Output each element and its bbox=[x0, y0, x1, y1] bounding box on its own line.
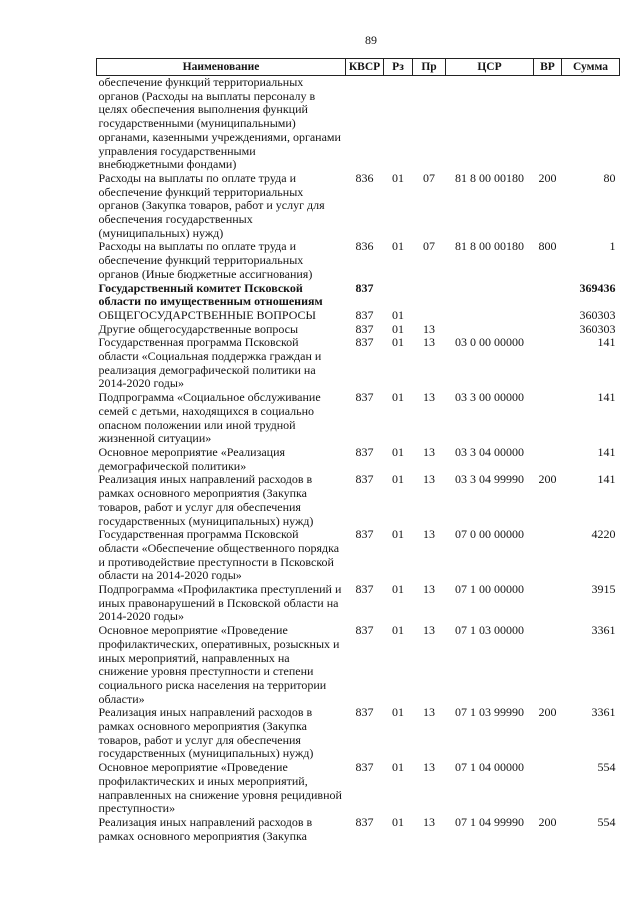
cell-kvsr: 837 bbox=[355, 321, 374, 336]
table-row bbox=[97, 282, 620, 309]
name-line: (муниципальных) нужд) bbox=[98, 225, 224, 240]
table-row bbox=[97, 473, 620, 528]
name-line: и противодействие преступности в Псковской bbox=[98, 554, 334, 569]
name-line: Расходы на выплаты по оплате труда и bbox=[98, 171, 296, 185]
cell-sum: 360303 bbox=[579, 307, 616, 322]
cell-pr: 13 bbox=[423, 705, 435, 720]
name-line: области» bbox=[98, 691, 145, 706]
header-vr: ВР bbox=[534, 59, 562, 76]
name-line: жизненной ситуации» bbox=[98, 431, 212, 446]
cell-pr bbox=[413, 309, 446, 323]
name-line: государственными (муниципальными) bbox=[98, 116, 296, 131]
cell-csr: 81 8 00 00180 bbox=[455, 170, 524, 185]
cell-name bbox=[97, 446, 346, 473]
cell-rz: 01 bbox=[392, 170, 404, 185]
cell-name bbox=[97, 816, 346, 843]
cell-csr: 07 1 00 00000 bbox=[455, 582, 524, 597]
table-row bbox=[97, 706, 620, 761]
cell-kvsr: 836 bbox=[355, 170, 374, 185]
cell-sum: 80 bbox=[603, 170, 616, 185]
cell-kvsr bbox=[346, 76, 384, 172]
name-line: рамках основного мероприятия (Закупка bbox=[98, 719, 308, 734]
name-line: товаров, работ и услуг для обеспечения bbox=[98, 499, 301, 514]
cell-sum: 141 bbox=[597, 390, 616, 405]
budget-table bbox=[96, 58, 620, 843]
cell-pr: 13 bbox=[423, 527, 435, 542]
cell-rz: 01 bbox=[392, 705, 404, 720]
cell-kvsr: 837 bbox=[355, 307, 374, 322]
cell-sum: 3361 bbox=[591, 623, 616, 638]
cell-vr: 200 bbox=[538, 705, 557, 720]
cell-pr: 13 bbox=[423, 623, 435, 638]
cell-sum: 360303 bbox=[579, 321, 616, 336]
cell-rz bbox=[384, 76, 413, 172]
name-line: обеспечение функций территориальных bbox=[98, 184, 304, 199]
cell-sum: 141 bbox=[597, 472, 616, 487]
cell-csr: 07 0 00 00000 bbox=[455, 527, 524, 542]
table-row bbox=[97, 240, 620, 281]
table-row bbox=[97, 583, 620, 624]
table-row bbox=[97, 76, 620, 172]
cell-vr bbox=[534, 761, 562, 816]
table-row bbox=[97, 528, 620, 583]
page-number: 89 bbox=[365, 33, 377, 47]
cell-name bbox=[97, 76, 346, 172]
cell-rz: 01 bbox=[392, 321, 404, 336]
cell-vr bbox=[534, 323, 562, 337]
cell-sum bbox=[562, 76, 620, 172]
name-line: Реализация иных направлений расходов в bbox=[98, 473, 313, 487]
name-line: обеспечения государственных bbox=[98, 212, 253, 227]
cell-vr bbox=[534, 391, 562, 446]
name-line: опасном положении или иной трудной bbox=[98, 417, 296, 432]
header-kvsr: КВСР bbox=[346, 59, 384, 76]
cell-csr bbox=[446, 309, 534, 323]
table-row bbox=[97, 816, 620, 843]
name-line: социального риска населения на территории bbox=[98, 677, 327, 692]
cell-csr: 07 1 04 99990 bbox=[455, 814, 524, 829]
name-line: снижение уровня преступности и степени bbox=[98, 664, 314, 679]
cell-name bbox=[97, 309, 346, 323]
table-row bbox=[97, 761, 620, 816]
name-line: Государственный комитет Псковской bbox=[98, 281, 303, 295]
cell-csr: 07 1 03 99990 bbox=[455, 705, 524, 720]
cell-csr: 07 1 04 00000 bbox=[455, 760, 524, 775]
cell-vr bbox=[534, 309, 562, 323]
name-line: обеспечение функций территориальных bbox=[98, 253, 304, 268]
cell-sum: 3361 bbox=[591, 705, 616, 720]
name-line: 2014-2020 годы» bbox=[98, 376, 184, 391]
cell-rz bbox=[384, 282, 413, 309]
name-line: ОБЩЕГОСУДАРСТВЕННЫЕ ВОПРОСЫ bbox=[98, 308, 316, 322]
name-line: Другие общегосударственные вопросы bbox=[98, 322, 299, 336]
cell-vr bbox=[534, 528, 562, 583]
table-row bbox=[97, 172, 620, 241]
cell-csr: 07 1 03 00000 bbox=[455, 623, 524, 638]
name-line: органов (Иные бюджетные ассигнования) bbox=[98, 266, 313, 281]
cell-name bbox=[97, 761, 346, 816]
name-line: области «Обеспечение общественного порядка bbox=[98, 540, 340, 555]
name-line: области на 2014-2020 годы» bbox=[98, 568, 242, 583]
name-line: Расходы на выплаты по оплате труда и bbox=[98, 240, 296, 254]
cell-kvsr: 837 bbox=[355, 335, 374, 350]
name-line: товаров, работ и услуг для обеспечения bbox=[98, 732, 301, 747]
name-line: государственных (муниципальных) нужд) bbox=[98, 746, 314, 761]
cell-name bbox=[97, 624, 346, 706]
cell-sum: 369436 bbox=[579, 280, 616, 295]
cell-name bbox=[97, 473, 346, 528]
table-row bbox=[97, 624, 620, 706]
cell-name bbox=[97, 583, 346, 624]
cell-kvsr: 837 bbox=[355, 280, 374, 295]
cell-rz: 01 bbox=[392, 444, 404, 459]
cell-csr bbox=[446, 76, 534, 172]
cell-vr bbox=[534, 336, 562, 391]
cell-vr bbox=[534, 583, 562, 624]
cell-name bbox=[97, 706, 346, 761]
name-line: Основное мероприятие «Проведение bbox=[98, 761, 288, 775]
name-line: реализация демографической политики на bbox=[98, 362, 316, 377]
cell-pr: 07 bbox=[423, 170, 435, 185]
name-line: целях обеспечения выполнения функций bbox=[98, 102, 308, 117]
cell-vr: 200 bbox=[538, 472, 557, 487]
cell-kvsr: 837 bbox=[355, 527, 374, 542]
cell-kvsr: 837 bbox=[355, 582, 374, 597]
name-line: направленных на снижение уровня рецидивной bbox=[98, 787, 342, 802]
name-line: семей с детьми, находящихся в социально bbox=[98, 403, 315, 418]
cell-kvsr: 837 bbox=[355, 814, 374, 829]
cell-pr: 13 bbox=[423, 582, 435, 597]
cell-rz: 01 bbox=[392, 527, 404, 542]
cell-vr bbox=[534, 282, 562, 309]
name-line: управления государственными bbox=[98, 143, 256, 158]
cell-csr: 81 8 00 00180 bbox=[455, 239, 524, 254]
cell-pr: 13 bbox=[423, 472, 435, 487]
cell-pr bbox=[413, 76, 446, 172]
cell-name bbox=[97, 391, 346, 446]
name-line: обеспечение функций территориальных bbox=[98, 75, 304, 89]
name-line: органами, казенными учреждениями, органами bbox=[98, 129, 341, 144]
name-line: Реализация иных направлений расходов в bbox=[98, 706, 313, 720]
name-line: демографической политики» bbox=[98, 458, 247, 473]
header-name: Наименование bbox=[97, 59, 346, 76]
cell-csr: 03 0 00 00000 bbox=[455, 335, 524, 350]
table-row bbox=[97, 309, 620, 323]
name-line: органов (Расходы на выплаты персоналу в bbox=[98, 88, 316, 103]
table-row bbox=[97, 323, 620, 337]
cell-name bbox=[97, 282, 346, 309]
cell-sum: 554 bbox=[597, 760, 616, 775]
cell-vr: 200 bbox=[538, 170, 557, 185]
name-line: рамках основного мероприятия (Закупка bbox=[98, 486, 308, 501]
name-line: органов (Закупка товаров, работ и услуг для bbox=[98, 198, 325, 213]
name-line: профилактических и иных мероприятий, bbox=[98, 773, 308, 788]
header-csr: ЦСР bbox=[446, 59, 534, 76]
header-pr: Пр bbox=[413, 59, 446, 76]
cell-pr: 07 bbox=[423, 239, 435, 254]
cell-rz: 01 bbox=[392, 390, 404, 405]
cell-pr: 13 bbox=[423, 321, 435, 336]
cell-kvsr: 837 bbox=[355, 760, 374, 775]
cell-rz: 01 bbox=[392, 760, 404, 775]
cell-name bbox=[97, 336, 346, 391]
table-header bbox=[97, 59, 620, 76]
cell-name bbox=[97, 172, 346, 241]
cell-rz: 01 bbox=[392, 582, 404, 597]
cell-name bbox=[97, 323, 346, 337]
cell-kvsr: 837 bbox=[355, 444, 374, 459]
name-line: государственных (муниципальных) нужд) bbox=[98, 513, 314, 528]
table-row bbox=[97, 391, 620, 446]
cell-rz: 01 bbox=[392, 307, 404, 322]
cell-sum: 141 bbox=[597, 335, 616, 350]
cell-pr: 13 bbox=[423, 814, 435, 829]
cell-vr: 200 bbox=[538, 814, 557, 829]
cell-vr bbox=[534, 624, 562, 706]
name-line: Государственная программа Псковской bbox=[98, 528, 299, 542]
cell-pr: 13 bbox=[423, 444, 435, 459]
table-row bbox=[97, 336, 620, 391]
name-line: области «Социальная поддержка граждан и bbox=[98, 349, 322, 364]
cell-kvsr: 837 bbox=[355, 390, 374, 405]
name-line: Подпрограмма «Социальное обслуживание bbox=[98, 391, 321, 405]
cell-sum: 3915 bbox=[591, 582, 616, 597]
cell-kvsr: 837 bbox=[355, 705, 374, 720]
cell-vr bbox=[534, 76, 562, 172]
cell-sum: 4220 bbox=[591, 527, 616, 542]
cell-rz: 01 bbox=[392, 472, 404, 487]
cell-sum: 141 bbox=[597, 444, 616, 459]
cell-name bbox=[97, 240, 346, 281]
name-line: 2014-2020 годы» bbox=[98, 609, 184, 624]
cell-csr: 03 3 04 00000 bbox=[455, 444, 524, 459]
name-line: Основное мероприятие «Реализация bbox=[98, 445, 286, 459]
cell-rz: 01 bbox=[392, 239, 404, 254]
name-line: иных мероприятий, направленных на bbox=[98, 650, 290, 665]
header-sum: Сумма bbox=[562, 59, 620, 76]
cell-vr bbox=[534, 446, 562, 473]
name-line: профилактических, оперативных, розыскных и bbox=[98, 636, 340, 651]
cell-kvsr: 836 bbox=[355, 239, 374, 254]
name-line: преступности» bbox=[98, 801, 176, 816]
cell-name bbox=[97, 528, 346, 583]
cell-csr bbox=[446, 323, 534, 337]
cell-pr: 13 bbox=[423, 390, 435, 405]
cell-sum: 1 bbox=[609, 239, 616, 254]
name-line: рамках основного мероприятия (Закупка bbox=[98, 828, 308, 843]
table-body bbox=[97, 76, 620, 844]
cell-rz: 01 bbox=[392, 623, 404, 638]
header-rz: Рз bbox=[384, 59, 413, 76]
name-line: иных правонарушений в Псковской области на bbox=[98, 595, 339, 610]
cell-csr: 03 3 04 99990 bbox=[455, 472, 524, 487]
cell-vr: 800 bbox=[538, 239, 557, 254]
cell-csr bbox=[446, 282, 534, 309]
cell-kvsr: 837 bbox=[355, 623, 374, 638]
name-line: Основное мероприятие «Проведение bbox=[98, 624, 288, 638]
table-row bbox=[97, 446, 620, 473]
cell-pr bbox=[413, 282, 446, 309]
cell-rz: 01 bbox=[392, 814, 404, 829]
cell-pr: 13 bbox=[423, 335, 435, 350]
name-line: Реализация иных направлений расходов в bbox=[98, 815, 313, 829]
name-line: внебюджетными фондами) bbox=[98, 157, 237, 172]
cell-rz: 01 bbox=[392, 335, 404, 350]
name-line: Подпрограмма «Профилактика преступлений и bbox=[98, 583, 342, 597]
cell-kvsr: 837 bbox=[355, 472, 374, 487]
cell-csr: 03 3 00 00000 bbox=[455, 390, 524, 405]
name-line: Государственная программа Псковской bbox=[98, 336, 299, 350]
cell-pr: 13 bbox=[423, 760, 435, 775]
name-line: области по имущественным отношениям bbox=[98, 294, 323, 309]
header-row bbox=[97, 59, 620, 76]
cell-sum: 554 bbox=[597, 814, 616, 829]
